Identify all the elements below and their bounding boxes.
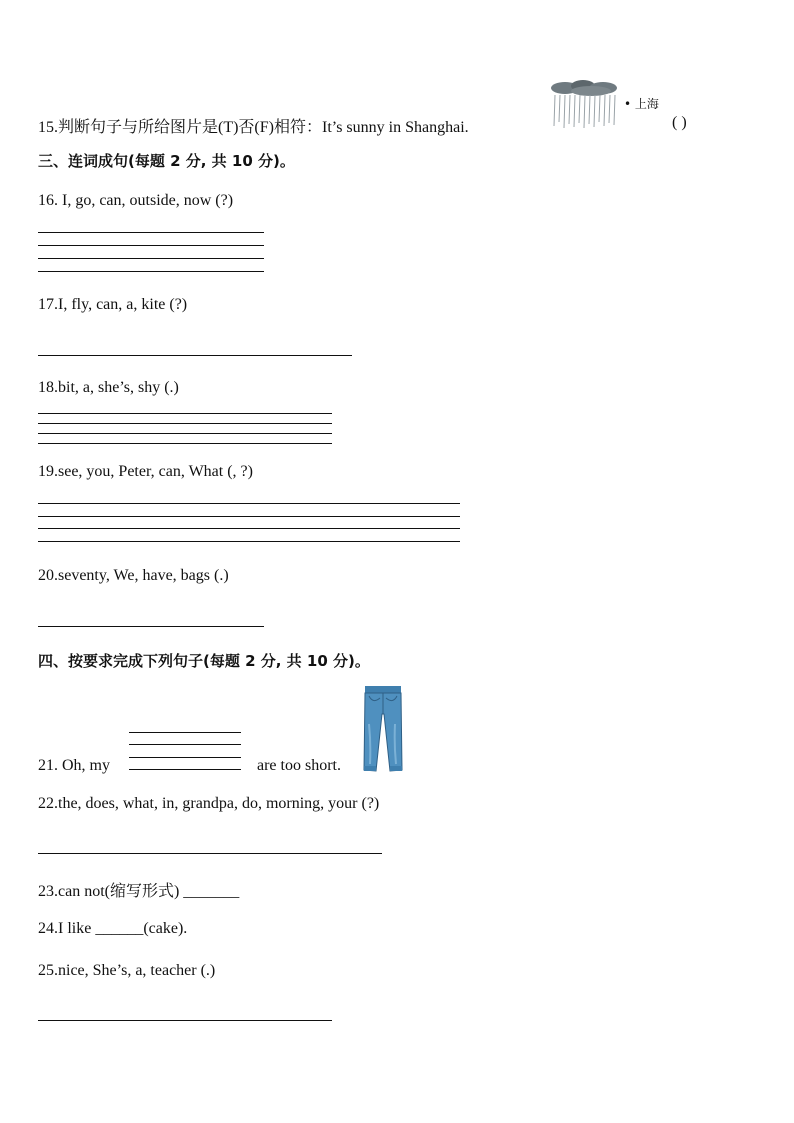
answer-line[interactable] [38,245,264,246]
answer-line[interactable] [38,626,264,627]
question-16: 16. I, go, can, outside, now (?) [38,192,234,209]
section-4-heading: 四、按要求完成下列句子(每题 2 分, 共 10 分)。 [38,652,370,670]
answer-line[interactable] [38,423,332,424]
question-15-text: 15.判断句子与所给图片是(T)否(F)相符：It’s sunny in Shanghai. [38,119,469,136]
image-caption: • 上海 [624,97,659,111]
answer-parentheses: ( ) [672,114,687,131]
question-21-prefix: 21. Oh, my [38,757,110,774]
answer-line[interactable] [129,744,241,745]
answer-line[interactable] [38,232,264,233]
answer-line[interactable] [38,271,264,272]
question-22: 22.the, does, what, in, grandpa, do, morning, your (?) [38,795,380,812]
answer-line[interactable] [129,732,241,733]
answer-line[interactable] [38,853,382,854]
answer-line[interactable] [129,757,241,758]
section-3-heading: 三、连词成句(每题 2 分, 共 10 分)。 [38,152,295,170]
question-19: 19.see, you, Peter, can, What (, ?) [38,463,253,480]
question-21-suffix: are too short. [257,757,341,774]
answer-line[interactable] [129,769,241,770]
question-25: 25.nice, She’s, a, teacher (.) [38,962,216,979]
answer-line[interactable] [38,258,264,259]
answer-line[interactable] [38,516,460,517]
question-17: 17.I, fly, can, a, kite (?) [38,296,188,313]
answer-line[interactable] [38,355,352,356]
question-20: 20.seventy, We, have, bags (.) [38,567,229,584]
answer-line[interactable] [38,503,460,504]
rain-cloud-icon [549,78,623,130]
question-24: 24.I like ______(cake). [38,920,188,937]
answer-line[interactable] [38,528,460,529]
question-23: 23.can not(缩写形式) _______ [38,883,240,900]
answer-line[interactable] [38,413,332,414]
question-18: 18.bit, a, she’s, shy (.) [38,379,179,396]
answer-line[interactable] [38,541,460,542]
question-15 [38,114,469,137]
answer-line[interactable] [38,1020,332,1021]
answer-line[interactable] [38,433,332,434]
answer-line[interactable] [38,443,332,444]
jeans-icon [361,684,405,774]
